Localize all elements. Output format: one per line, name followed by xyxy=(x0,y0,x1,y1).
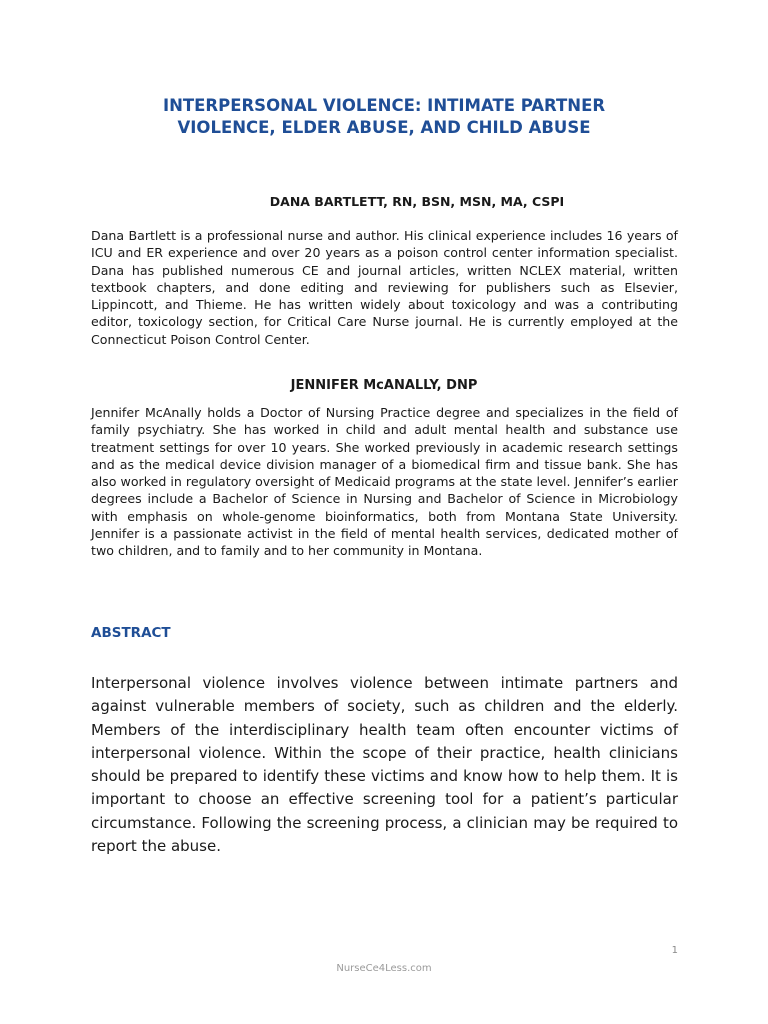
abstract-heading: ABSTRACT xyxy=(91,625,171,641)
author-heading-mcanally: JENNIFER McANALLY, DNP xyxy=(290,378,478,393)
title-line-1: INTERPERSONAL VIOLENCE: INTIMATE PARTNER xyxy=(162,96,606,115)
abstract-body: Interpersonal violence involves violence between intimate partners and against vulnerable members of society, such as children and the elderly. Members of the interdisciplinary health team often encounter victims of interpersonal violence. Within the scope of their practice, health clinicians should be prepared to identify these victims and know how to help them. It is important to choose an effective screening tool for a patient’s particular circumstance. Following the screening process, a clinician may be required to report the abuse. xyxy=(91,674,678,856)
author-heading-bartlett: DANA BARTLETT, RN, BSN, MSN, MA, CSPI xyxy=(269,194,565,209)
document-title xyxy=(90,95,678,139)
author-bio-mcanally: Jennifer McAnally holds a Doctor of Nursing Practice degree and specializes in the field of family psychiatry. She has worked in child and adult mental health and substance use treatment settings for over 10 years. She worked previously in academic research settings and as the medical device division manager of a biomedical firm and tissue bank. She has also worked in regulatory oversight of Medicaid programs at the state level. Jennifer’s earlier degrees include a Bachelor of Science in Nursing and Bachelor of Science in Microbiology with emphasis on whole-genome bioinformatics, both from Montana State University. Jennifer is a passionate activist in the field of mental health services, dedicated mother of two children, and to family and to her community in Montana. xyxy=(91,405,678,559)
footer-website: NurseCe4Less.com xyxy=(336,963,432,974)
author-bio-bartlett: Dana Bartlett is a professional nurse and author. His clinical experience includes 16 years of ICU and ER experience and over 20 years as a poison control center information specialist. Dana has published numerous CE and journal articles, written NCLEX material, written textbook chapters, and done editing and reviewing for publishers such as Elsevier, Lippincott, and Thieme. He has written widely about toxicology and was a contributing editor, toxicology section, for Critical Care Nurse journal. He is currently employed at the Connecticut Poison Control Center. xyxy=(91,228,678,347)
page-number: 1 xyxy=(671,945,678,956)
title-line-2: VIOLENCE, ELDER ABUSE, AND CHILD ABUSE xyxy=(177,118,591,137)
